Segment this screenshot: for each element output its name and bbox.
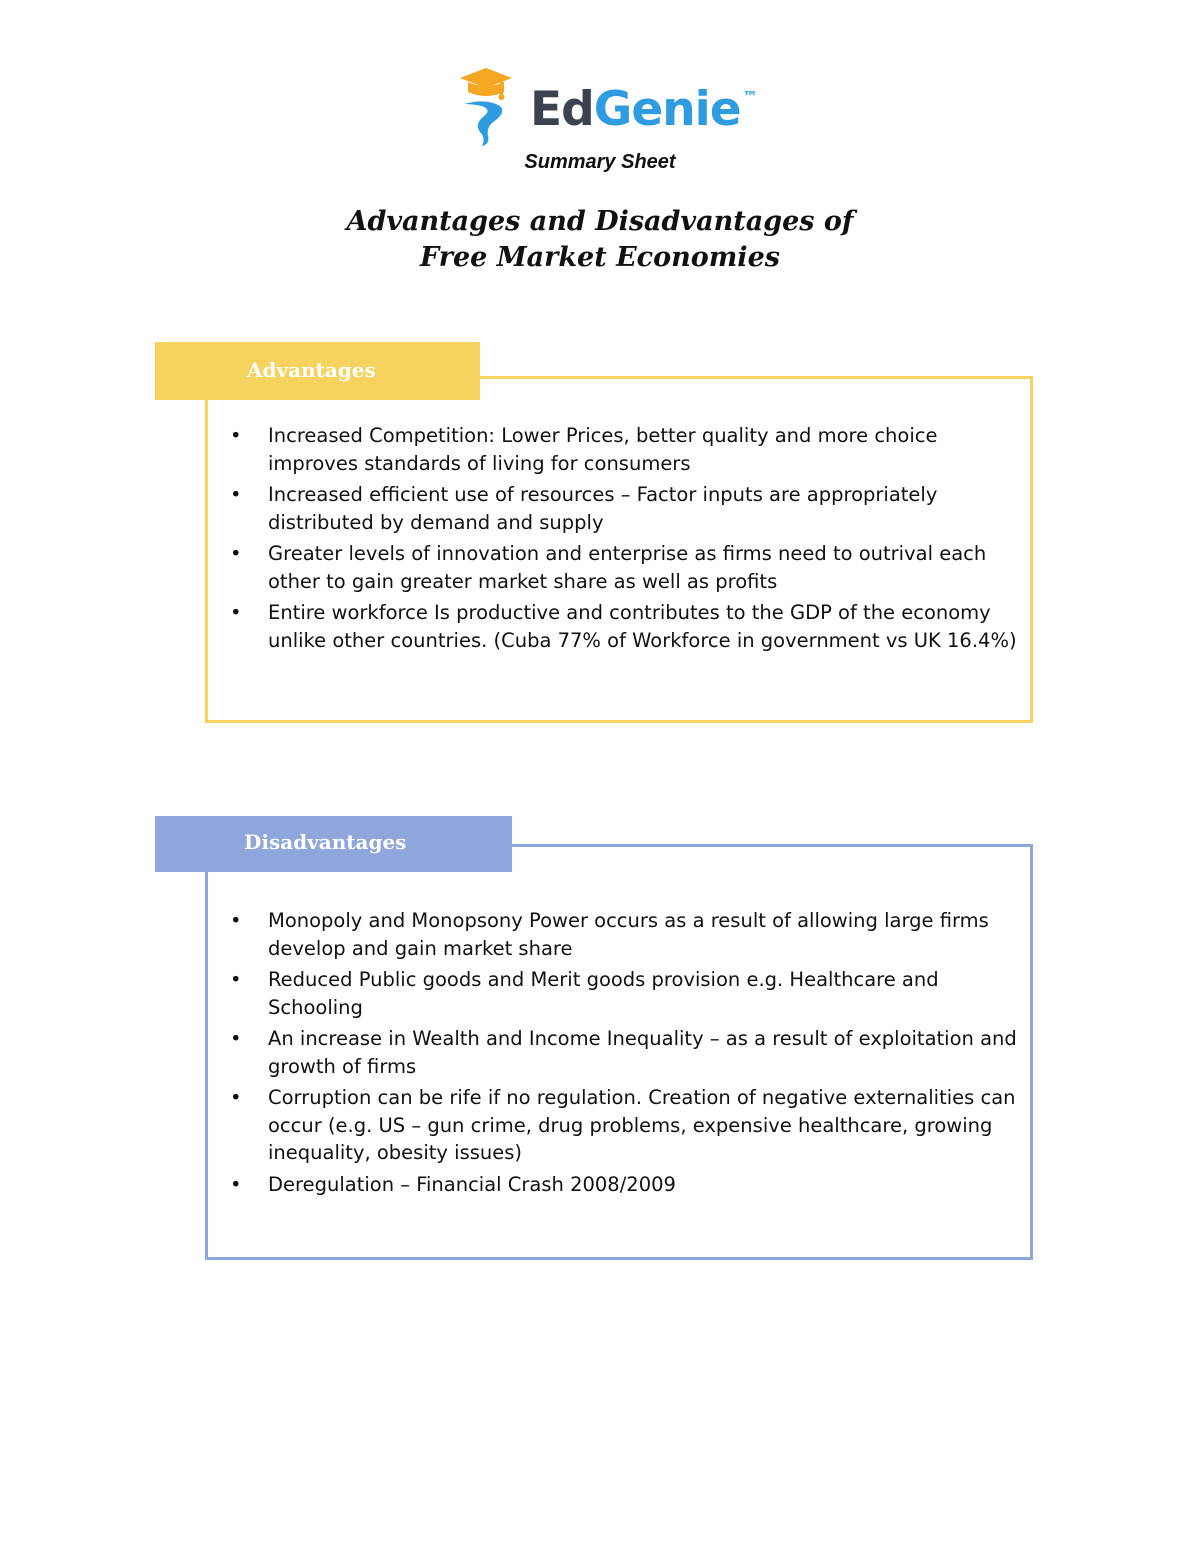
advantages-list <box>230 422 1025 658</box>
brand-genie: Genie <box>593 82 741 137</box>
genie-graduation-cap-icon <box>456 68 526 148</box>
list-item: • Increased Competition: Lower Prices, better quality and more choice improves standards of living for consumers <box>230 422 1025 477</box>
list-item: • Deregulation – Financial Crash 2008/2009 <box>230 1171 1025 1199</box>
disadvantages-tab <box>155 816 512 872</box>
list-item: • An increase in Wealth and Income Inequality – as a result of exploitation and growth of firms <box>230 1025 1025 1080</box>
edgenie-logo <box>456 68 756 148</box>
title-line-2: Free Market Economies <box>420 242 780 273</box>
advantages-label: Advantages <box>247 358 376 382</box>
trademark-symbol: ™ <box>742 88 757 106</box>
disadvantages-label: Disadvantages <box>244 830 407 854</box>
summary-sheet-subtitle: Summary Sheet <box>524 151 676 173</box>
list-item: • Entire workforce Is productive and contributes to the GDP of the economy unlike other countries. (Cuba 77% of Workforce in government vs UK 16.4%) <box>230 599 1025 654</box>
title-line-1: Advantages and Disadvantages of <box>346 206 854 237</box>
list-item: • Increased efficient use of resources – Factor inputs are appropriately distributed by demand and supply <box>230 481 1025 536</box>
brand-ed: Ed <box>530 82 594 137</box>
list-item: • Greater levels of innovation and enterprise as firms need to outrival each other to gain greater market share as well as profits <box>230 540 1025 595</box>
list-item: • Monopoly and Monopsony Power occurs as a result of allowing large firms develop and gain market share <box>230 907 1025 962</box>
brand-wordmark <box>530 82 757 137</box>
advantages-tab <box>155 342 480 400</box>
page-title <box>0 204 1200 276</box>
list-item: • Corruption can be rife if no regulation. Creation of negative externalities can occur (e.g. US – gun crime, drug problems, expensive healthcare, growing inequality, obesity issues) <box>230 1084 1025 1167</box>
disadvantages-list <box>230 907 1025 1202</box>
list-item: • Reduced Public goods and Merit goods provision e.g. Healthcare and Schooling <box>230 966 1025 1021</box>
